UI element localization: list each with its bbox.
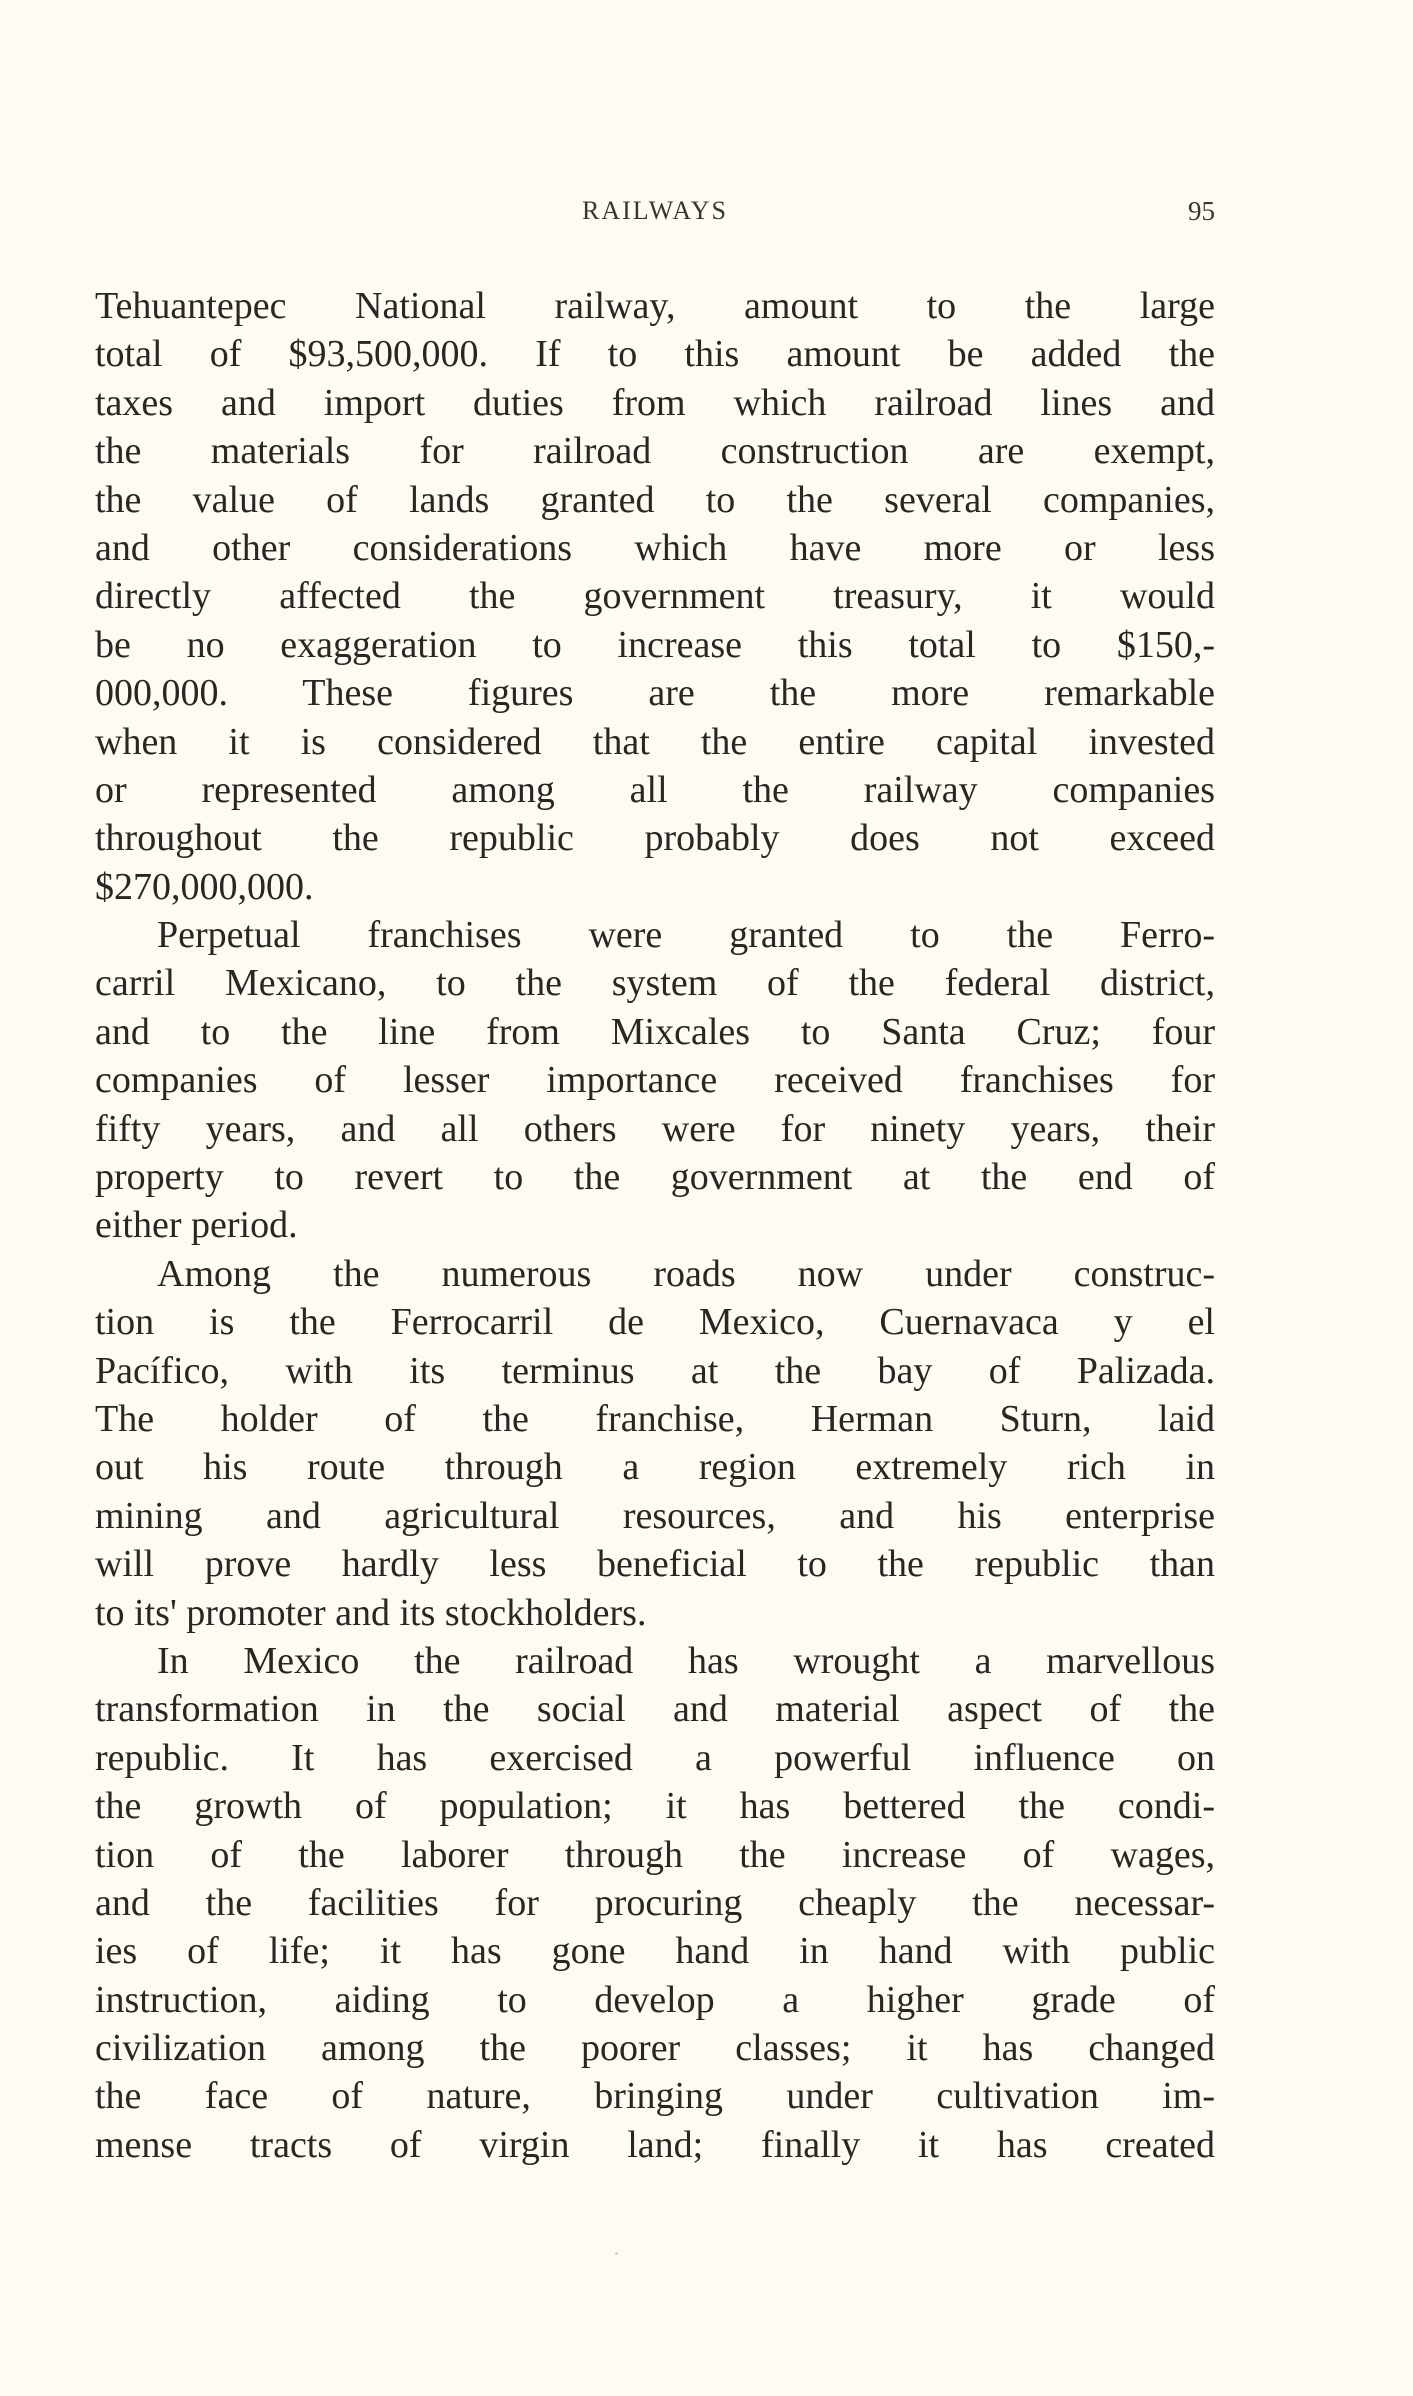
text-line: and other considerations which have more or less [95, 526, 1215, 569]
text-line: Pacífico, with its terminus at the bay of Palizada. [95, 1349, 1215, 1392]
paragraph-start-line: In Mexico the railroad has wrought a marvellous [157, 1639, 1215, 1682]
text-line: and the facilities for procuring cheaply the necessar- [95, 1881, 1215, 1924]
text-line: out his route through a region extremely rich in [95, 1446, 1215, 1489]
text-line: throughout the republic probably does not exceed [95, 817, 1215, 860]
text-line: carril Mexicano, to the system of the federal district, [95, 962, 1215, 1005]
text-line: companies of lesser importance received franchises for [95, 1059, 1215, 1102]
text-line: fifty years, and all others were for ninety years, their [95, 1107, 1215, 1150]
text-line: directly affected the government treasury, it would [95, 575, 1215, 618]
text-line: or represented among all the railway companies [95, 768, 1215, 811]
page-header [95, 196, 1215, 236]
text-line: mense tracts of virgin land; finally it has created [95, 2123, 1215, 2166]
paper-speck [615, 2252, 618, 2255]
paragraph-start-line: Among the numerous roads now under construc- [157, 1252, 1215, 1295]
text-line: ies of life; it has gone hand in hand with public [95, 1930, 1215, 1973]
text-line: either period. [95, 1204, 298, 1247]
text-line: tion of the laborer through the increase of wages, [95, 1833, 1215, 1876]
text-line: will prove hardly less beneficial to the republic than [95, 1543, 1215, 1586]
text-line: the growth of population; it has bettered the condi- [95, 1785, 1215, 1828]
text-line: taxes and import duties from which railroad lines and [95, 381, 1215, 424]
text-line: transformation in the social and material aspect of the [95, 1688, 1215, 1731]
text-line: the materials for railroad construction are exempt, [95, 430, 1215, 473]
text-line: the face of nature, bringing under cultivation im- [95, 2075, 1215, 2118]
text-line: The holder of the franchise, Herman Sturn, laid [95, 1397, 1215, 1440]
text-line: mining and agricultural resources, and his enterprise [95, 1494, 1215, 1537]
text-line: property to revert to the government at the end of [95, 1156, 1215, 1199]
text-line: when it is considered that the entire capital invested [95, 720, 1215, 763]
text-line: $270,000,000. [95, 865, 314, 908]
text-line: tion is the Ferrocarril de Mexico, Cuernavaca y el [95, 1301, 1215, 1344]
text-line: the value of lands granted to the several companies, [95, 478, 1215, 521]
paragraph-start-line: Perpetual franchises were granted to the Ferro- [157, 914, 1215, 957]
text-line: to its' promoter and its stockholders. [95, 1591, 647, 1634]
text-line: instruction, aiding to develop a higher grade of [95, 1978, 1215, 2021]
body-text [95, 282, 1215, 2169]
running-head: RAILWAYS [581, 196, 728, 225]
text-line: be no exaggeration to increase this total to $150,- [95, 623, 1215, 666]
text-line: 000,000. These figures are the more remarkable [95, 672, 1215, 715]
text-line: and to the line from Mixcales to Santa Cruz; four [95, 1010, 1215, 1053]
text-line: republic. It has exercised a powerful influence on [95, 1736, 1215, 1779]
text-line: civilization among the poorer classes; it has changed [95, 2027, 1215, 2070]
page-number: 95 [1188, 196, 1215, 226]
text-line: Tehuantepec National railway, amount to the large [95, 285, 1215, 327]
text-line: total of $93,500,000. If to this amount be added the [95, 333, 1215, 376]
